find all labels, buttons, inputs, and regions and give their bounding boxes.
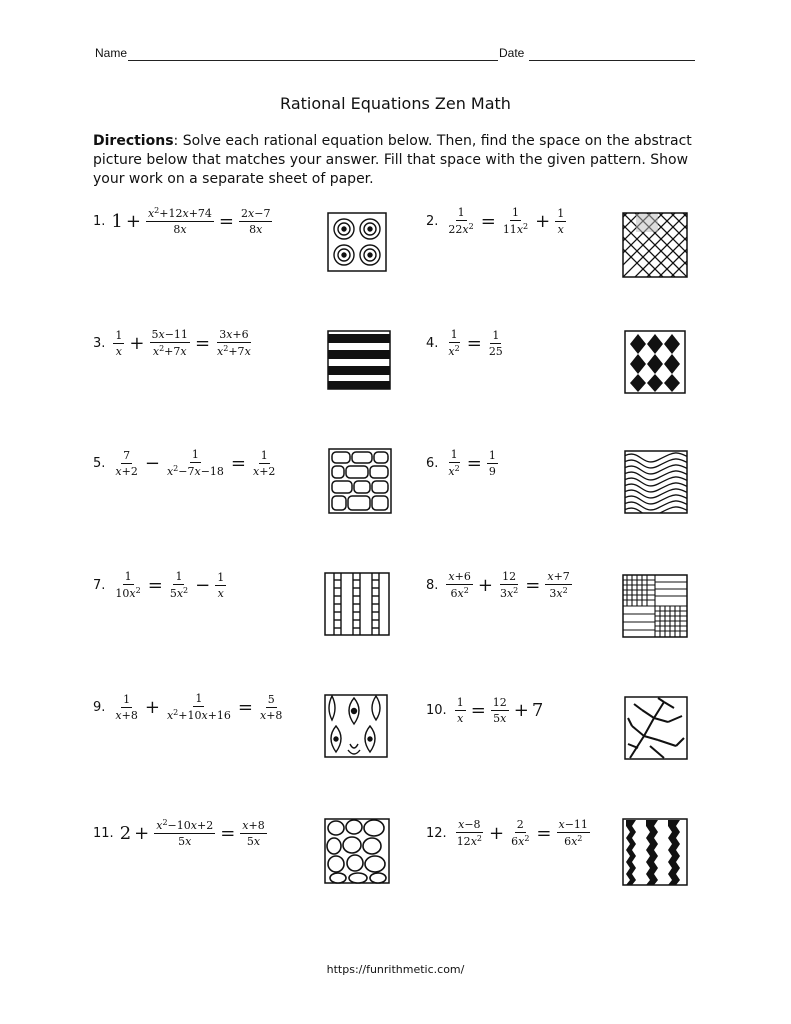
black-stripes-pattern (327, 330, 391, 390)
problem-number: 7. (93, 577, 106, 593)
problem-number: 1. (93, 213, 106, 229)
problem-8: 8. $\frac{x+6}{6x^2}$ + $\frac{12}{3x^2}$ = $\frac{x+7}{3x^2}$ (426, 570, 570, 600)
problem-number: 9. (93, 699, 106, 715)
problem-11: 11. 2 + $\frac{x^2-10x+2}{5x}$ = $\frac{x+8}{5x}$ (93, 818, 265, 848)
problem-5: 5. $\frac{7}{x+2}$ − $\frac{1}{x^2-7x-18}$ = $\frac{1}{x+2}$ (93, 448, 276, 478)
problem-2: 2. $\frac{1}{22x^2}$ = $\frac{1}{11x^2}$ + $\frac{1}{x}$ (426, 206, 565, 236)
date-field[interactable] (529, 60, 695, 61)
problem-12: 12. $\frac{x-8}{12x^2}$ + $\frac{2}{6x^2}$ = $\frac{x-11}{6x^2}$ (426, 818, 588, 848)
problem-number: 12. (426, 825, 447, 841)
leaf-pattern (324, 694, 388, 758)
page-title: Rational Equations Zen Math (280, 94, 511, 113)
date-label: Date (499, 46, 525, 60)
problem-number: 8. (426, 577, 439, 593)
footer-url[interactable]: https://funrithmetic.com/ (326, 963, 465, 976)
diamonds-pattern (624, 330, 686, 394)
problem-number: 5. (93, 455, 106, 471)
problem-1: 1. 1 + $\frac{x^2+12x+74}{8x}$ = $\frac{2x-7}{8x}$ (93, 206, 271, 236)
problem-number: 2. (426, 213, 439, 229)
zigzag-pattern (622, 818, 688, 886)
directions (93, 132, 693, 189)
crosshatch-pattern (622, 212, 688, 278)
pebbles-pattern (324, 818, 390, 884)
problem-number: 4. (426, 335, 439, 351)
name-label: Name (95, 46, 128, 60)
problem-number: 11. (93, 825, 114, 841)
problem-3: 3. $\frac{1}{x}$ + $\frac{5x-11}{x^2+7x}$ = $\frac{3x+6}{x^2+7x}$ (93, 328, 251, 358)
directions-text: : Solve each rational equation below. Then, find the space on the abstract picture below that matches your answer. Fill that space with the given pattern. Show your work on a separate sheet of paper. (93, 133, 692, 187)
ladder-pattern (324, 572, 390, 636)
problem-7: 7. $\frac{1}{10x^2}$ = $\frac{1}{5x^2}$ − $\frac{1}{x}$ (93, 570, 225, 600)
problem-10: 10. $\frac{1}{x}$ = $\frac{12}{5x}$ + 7 (426, 696, 544, 725)
problem-number: 3. (93, 335, 106, 351)
problem-number: 6. (426, 455, 439, 471)
problem-number: 10. (426, 703, 447, 718)
directions-label: Directions (93, 133, 174, 149)
swirl-circles-pattern (327, 212, 387, 272)
grid-blocks-pattern (622, 574, 688, 638)
stone-wall-pattern (328, 448, 392, 514)
branch-pattern (624, 696, 688, 760)
name-field[interactable] (128, 60, 498, 61)
header (95, 46, 695, 66)
problem-9: 9. $\frac{1}{x+8}$ + $\frac{1}{x^2+10x+16}$ = $\frac{5}{x+8}$ (93, 692, 283, 722)
wavy-lines-pattern (624, 450, 688, 514)
problem-6: 6. $\frac{1}{x^2}$ = $\frac{1}{9}$ (426, 448, 496, 478)
problem-4: 4. $\frac{1}{x^2}$ = $\frac{1}{25}$ (426, 328, 503, 358)
